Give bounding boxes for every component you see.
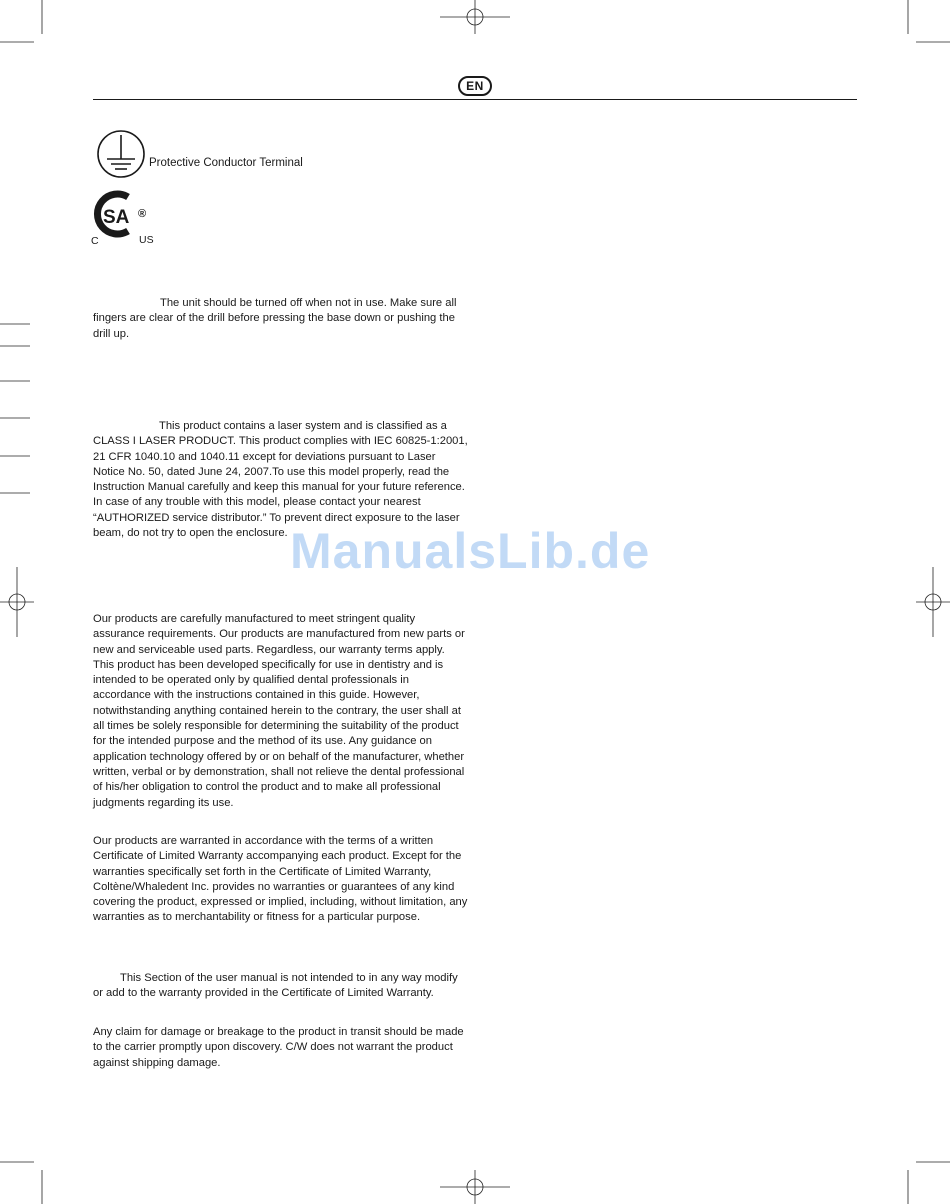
svg-text:SA: SA xyxy=(103,207,130,228)
quality-paragraph: Our products are carefully manufactured to meet stringent quality assurance requirements. Our products are manufactured from new parts or new and serviceable used parts. Regardless, our warranty terms apply. This product has been developed specifically for use in dentistry and is intended to be operated only by qualified dental professionals in accordance with the instructions contained in this guide. However, notwithstanding anything contained herein to the contrary, the user shall at all times be solely responsible for determining the suitability of the product for the intended purpose and the method of its use. Any guidance on application technology offered by or on behalf of the manufacturer, whether written, verbal or by demonstration, shall not relieve the dental professional of his/her obligation to control the product and to make all professional judgments regarding its use. xyxy=(93,613,465,809)
drill-safety-paragraph: The unit should be turned off when not in use. Make sure all fingers are clear of the drill before pressing the base down or pushing the drill up. xyxy=(93,297,457,340)
registered-mark: ® xyxy=(138,208,147,220)
language-badge: EN xyxy=(458,76,492,96)
ground-terminal-icon xyxy=(96,129,146,179)
csa-certification-mark xyxy=(88,188,158,246)
warranty-paragraph: Our products are warranted in accordance with the terms of a written Certificate of Limited Warranty accompanying each product. Except for the warranties specifically set forth in the Certificate of Limited Warranty, Coltène/Whaledent Inc. provides no warranties or guarantees of any kind covering the product, expressed or implied, including, without limitation, any warranties as to merchantability or fitness for a particular purpose. xyxy=(93,835,468,924)
csa-c-letter: C xyxy=(91,235,99,247)
section-note-paragraph: This Section of the user manual is not intended to in any way modify or add to the warranty provided in the Certificate of Limited Warranty. xyxy=(93,972,458,1000)
shipping-paragraph: Any claim for damage or breakage to the product in transit should be made to the carrier promptly upon discovery. C/W does not warrant the product against shipping damage. xyxy=(93,1026,464,1069)
header-rule xyxy=(93,99,857,100)
csa-us-letters: US xyxy=(139,234,154,246)
ground-caption: Protective Conductor Terminal xyxy=(149,157,303,169)
watermark: ManualsLib.de xyxy=(290,523,651,579)
laser-safety-paragraph: This product contains a laser system and is classified as a CLASS I LASER PRODUCT. This product complies with IEC 60825-1:2001, 21 CFR 1040.10 and 1040.11 except for deviations pursuant to Laser Notice No. 50, dated June 24, 2007.To use this model properly, read the Instruction Manual carefully and keep this manual for your future reference. In case of any trouble with this model, please contact your nearest “AUTHORIZED service distributor.” To prevent direct exposure to the laser beam, do not try to open the enclosure. xyxy=(93,420,468,540)
